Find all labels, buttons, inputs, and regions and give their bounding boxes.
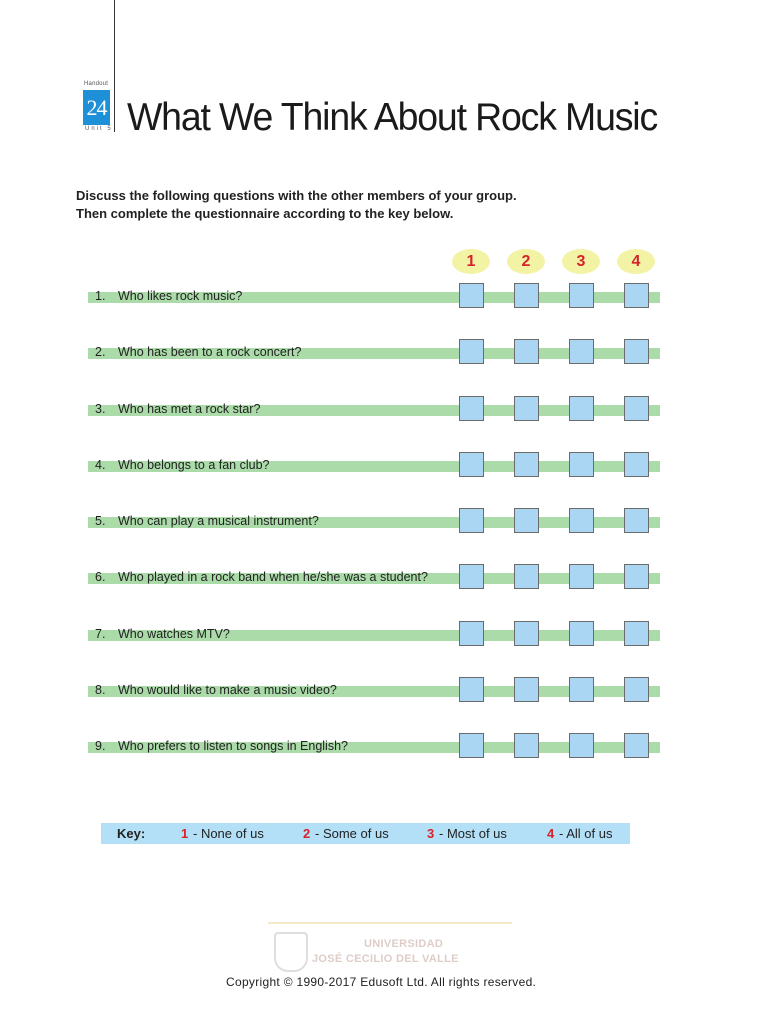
question-row-3 <box>88 396 660 424</box>
key-desc-3: - Most of us <box>439 826 507 841</box>
key-title: Key: <box>117 826 146 841</box>
answer-checkbox-4[interactable] <box>624 564 649 589</box>
column-header-1: 1 <box>452 249 490 274</box>
question-text: Who prefers to listen to songs in English? <box>118 739 348 753</box>
answer-checkbox-2[interactable] <box>514 452 539 477</box>
university-seal-icon <box>274 932 308 972</box>
answer-checkbox-2[interactable] <box>514 733 539 758</box>
question-text: Who belongs to a fan club? <box>118 458 270 472</box>
question-row-1 <box>88 283 660 311</box>
answer-checkbox-2[interactable] <box>514 339 539 364</box>
question-number: 5. <box>95 514 106 528</box>
answer-checkbox-4[interactable] <box>624 452 649 477</box>
answer-checkbox-2[interactable] <box>514 621 539 646</box>
key-number-4: 4 <box>547 826 555 841</box>
university-watermark <box>268 922 512 974</box>
answer-checkbox-1[interactable] <box>459 677 484 702</box>
column-header-3: 3 <box>562 249 600 274</box>
question-number: 7. <box>95 627 106 641</box>
answer-checkbox-2[interactable] <box>514 564 539 589</box>
watermark-line-2: JOSÉ CECILIO DEL VALLE <box>312 953 459 965</box>
answer-checkbox-3[interactable] <box>569 396 594 421</box>
page-title: What We Think About Rock Music <box>127 96 658 139</box>
instructions-line-1: Discuss the following questions with the other members of your group. <box>76 188 517 203</box>
answer-checkbox-1[interactable] <box>459 339 484 364</box>
copyright-notice: Copyright © 1990-2017 Edusoft Ltd. All rights reserved. <box>226 975 537 989</box>
instructions-line-2: Then complete the questionnaire according to the key below. <box>76 206 454 221</box>
answer-checkbox-1[interactable] <box>459 564 484 589</box>
answer-checkbox-1[interactable] <box>459 452 484 477</box>
question-number: 3. <box>95 402 106 416</box>
key-number-1: 1 <box>181 826 189 841</box>
answer-checkbox-1[interactable] <box>459 621 484 646</box>
answer-checkbox-4[interactable] <box>624 621 649 646</box>
answer-checkbox-2[interactable] <box>514 396 539 421</box>
answer-checkbox-4[interactable] <box>624 396 649 421</box>
key-desc-4: - All of us <box>559 826 613 841</box>
answer-checkbox-2[interactable] <box>514 283 539 308</box>
answer-checkbox-1[interactable] <box>459 508 484 533</box>
answer-checkbox-3[interactable] <box>569 564 594 589</box>
question-row-7 <box>88 621 660 649</box>
question-text: Who played in a rock band when he/she was a student? <box>118 570 428 584</box>
question-row-9 <box>88 733 660 761</box>
answer-checkbox-4[interactable] <box>624 339 649 364</box>
answer-checkbox-3[interactable] <box>569 283 594 308</box>
question-text: Who has met a rock star? <box>118 402 261 416</box>
question-text: Who can play a musical instrument? <box>118 514 319 528</box>
question-text: Who has been to a rock concert? <box>118 345 302 359</box>
answer-checkbox-3[interactable] <box>569 677 594 702</box>
question-number: 8. <box>95 683 106 697</box>
watermark-rule <box>268 922 512 924</box>
key-desc-2: - Some of us <box>315 826 389 841</box>
handout-label: Handout <box>84 81 109 87</box>
answer-checkbox-3[interactable] <box>569 452 594 477</box>
question-text: Who likes rock music? <box>118 289 243 303</box>
key-desc-1: - None of us <box>193 826 264 841</box>
question-text: Who watches MTV? <box>118 627 230 641</box>
answer-checkbox-1[interactable] <box>459 396 484 421</box>
header-divider-line <box>114 0 115 132</box>
answer-checkbox-1[interactable] <box>459 283 484 308</box>
answer-checkbox-2[interactable] <box>514 677 539 702</box>
question-number: 6. <box>95 570 106 584</box>
answer-key <box>101 823 630 844</box>
key-number-3: 3 <box>427 826 435 841</box>
answer-checkbox-3[interactable] <box>569 621 594 646</box>
answer-checkbox-3[interactable] <box>569 339 594 364</box>
handout-number-badge: 24 <box>83 90 110 125</box>
answer-checkbox-3[interactable] <box>569 508 594 533</box>
watermark-line-1: UNIVERSIDAD <box>364 938 444 950</box>
unit-label: Unit 5 <box>85 126 113 132</box>
question-text: Who would like to make a music video? <box>118 683 337 697</box>
column-header-4: 4 <box>617 249 655 274</box>
question-row-8 <box>88 677 660 705</box>
question-number: 9. <box>95 739 106 753</box>
answer-checkbox-1[interactable] <box>459 733 484 758</box>
question-number: 2. <box>95 345 106 359</box>
question-number: 1. <box>95 289 106 303</box>
instructions <box>76 187 517 223</box>
answer-checkbox-4[interactable] <box>624 508 649 533</box>
answer-checkbox-3[interactable] <box>569 733 594 758</box>
question-number: 4. <box>95 458 106 472</box>
answer-checkbox-2[interactable] <box>514 508 539 533</box>
question-row-6 <box>88 564 660 592</box>
question-row-4 <box>88 452 660 480</box>
column-header-2: 2 <box>507 249 545 274</box>
question-row-2 <box>88 339 660 367</box>
question-row-5 <box>88 508 660 536</box>
key-number-2: 2 <box>303 826 311 841</box>
answer-checkbox-4[interactable] <box>624 677 649 702</box>
answer-checkbox-4[interactable] <box>624 283 649 308</box>
answer-checkbox-4[interactable] <box>624 733 649 758</box>
